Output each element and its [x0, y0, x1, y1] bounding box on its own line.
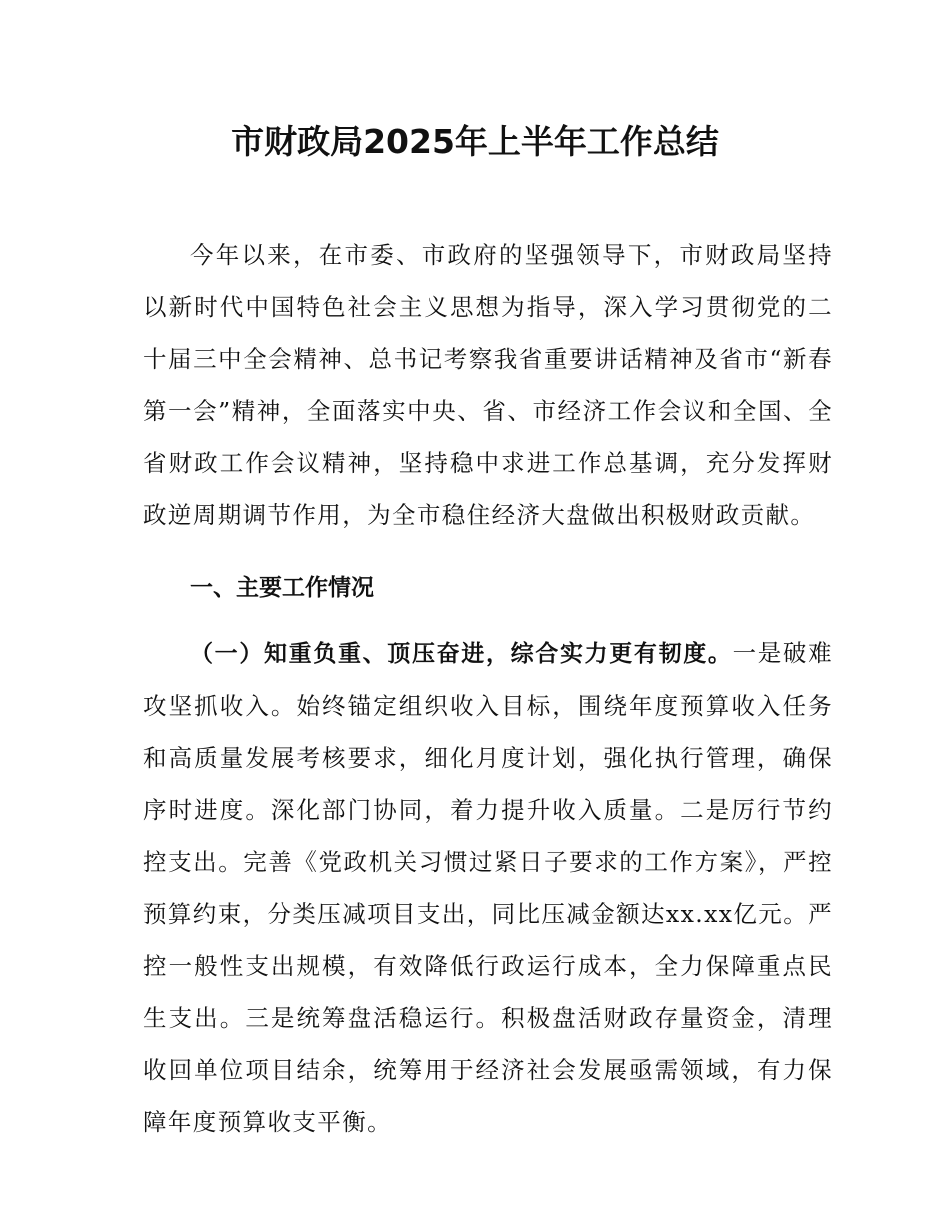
subsection-paragraph: [143, 627, 833, 1148]
section-heading: 一、主要工作情况: [190, 575, 374, 601]
document-title: 市财政局2025年上半年工作总结: [231, 122, 719, 161]
subsection-body: 一是破难攻坚抓收入。始终锚定组织收入目标，围绕年度预算收入任务和高质量发展考核要求，细化月度计划，强化执行管理，确保序时进度。深化部门协同，着力提升收入质量。二是厉行节约控支出。完善《党政机关习惯过紧日子要求的工作方案》，严控预算约束，分类压减项目支出，同比压减金额达xx.xx亿元。严控一般性支出规模，有效降低行政运行成本，全力保障重点民生支出。三是统筹盘活稳运行。积极盘活财政存量资金，清理收回单位项目结余，统筹用于经济社会发展亟需领域，有力保障年度预算收支平衡。: [143, 639, 833, 1136]
subsection-lead: （一）知重负重、顶压奋进，综合实力更有韧度。: [190, 641, 733, 667]
intro-paragraph: 今年以来，在市委、市政府的坚强领导下，市财政局坚持以新时代中国特色社会主义思想为指导，深入学习贯彻党的二十届三中全会精神、总书记考察我省重要讲话精神及省市“新春第一会”精神，全面落实中央、省、市经济工作会议和全国、全省财政工作会议精神，坚持稳中求进工作总基调，充分发挥财政逆周期调节作用，为全市稳住经济大盘做出积极财政贡献。: [143, 241, 833, 529]
